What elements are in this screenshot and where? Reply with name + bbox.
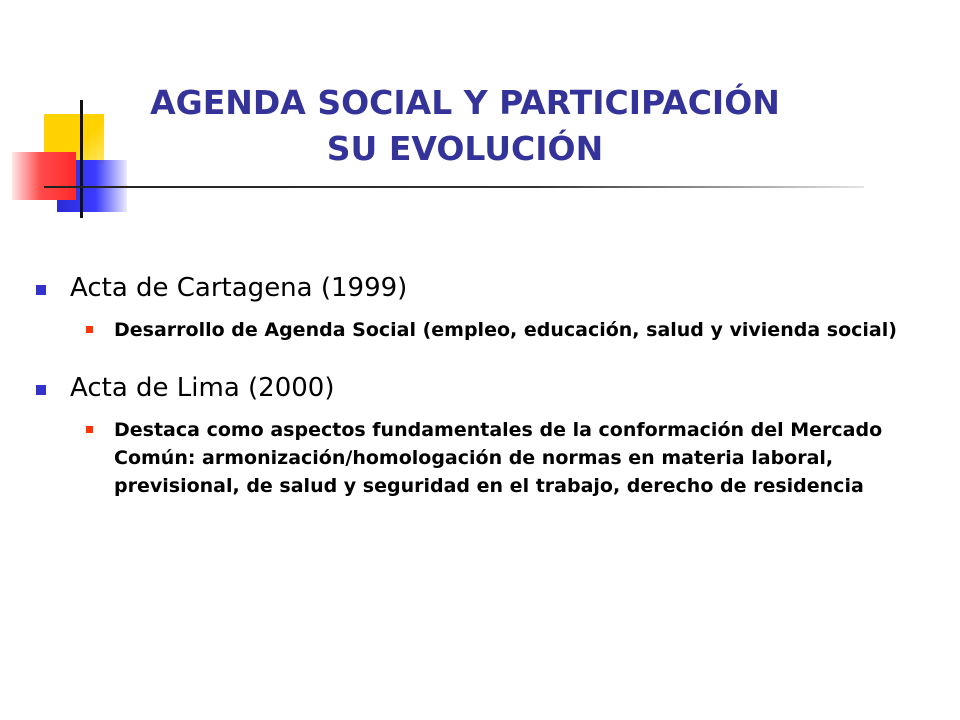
red-square-shape — [12, 152, 76, 200]
square-bullet-icon — [86, 326, 93, 333]
bullet-item-lima — [36, 372, 936, 404]
sub-bullet-item — [86, 416, 934, 500]
sub-bullet-text: Destaca como aspectos fundamentales de la conformación del Mercado Común: armonización/homologación de normas en materia laboral, previsional, de salud y seguridad en el trabajo, derecho de residencia — [114, 419, 883, 497]
bullet-item-label: Acta de Cartagena (1999) — [70, 273, 408, 303]
slide-title-line-2: SU EVOLUCIÓN — [326, 129, 604, 168]
sub-bullet-text: Desarrollo de Agenda Social (empleo, educación, salud y vivienda social) — [114, 319, 897, 341]
vertical-rule — [80, 100, 83, 218]
bullet-list — [36, 272, 936, 500]
title-underline-rule — [44, 186, 864, 188]
slide-title — [120, 80, 810, 172]
square-bullet-icon — [36, 385, 46, 395]
bullet-item-cartagena — [36, 272, 936, 304]
sub-bullet-item — [86, 316, 934, 344]
slide-title-line-1: AGENDA SOCIAL Y PARTICIPACIÓN — [150, 83, 780, 122]
bullet-item-label: Acta de Lima (2000) — [70, 373, 335, 403]
decorative-squares-logo — [0, 0, 140, 230]
square-bullet-icon — [36, 285, 46, 295]
square-bullet-icon — [86, 426, 93, 433]
